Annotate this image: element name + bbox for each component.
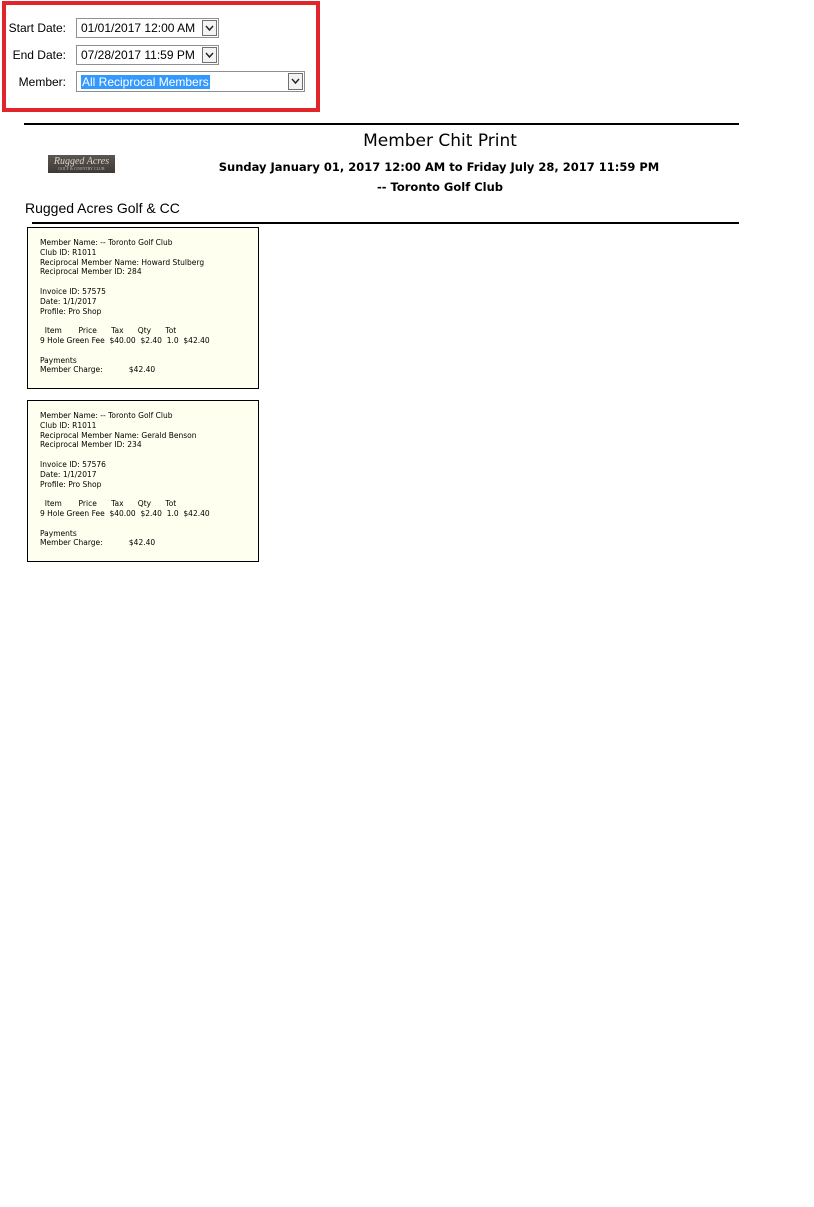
- chevron-down-icon: [205, 24, 214, 32]
- chit-date: Date: 1/1/2017: [40, 296, 97, 306]
- club-logo: [48, 155, 115, 173]
- chit-date: Date: 1/1/2017: [40, 469, 97, 479]
- chit-member-name: Member Name: -- Toronto Golf Club: [40, 238, 173, 247]
- chit-item-header: Item Price Tax Qty Tot: [40, 326, 177, 336]
- chit-club-id: Club ID: R1011: [40, 420, 97, 430]
- report-date-range: Sunday January 01, 2017 12:00 AM to Friday July 28, 2017 11:59 PM: [218, 160, 660, 174]
- report-club-name: -- Toronto Golf Club: [376, 180, 504, 194]
- chit-payments: Payments: [40, 528, 77, 538]
- chit-content: [40, 411, 210, 548]
- chit-recip-id: Reciprocal Member ID: 234: [40, 440, 142, 450]
- end-date-value: 07/28/2017 11:59 PM: [81, 48, 195, 62]
- chit-item-header: Item Price Tax Qty Tot: [40, 499, 177, 509]
- end-date-dropdown-button[interactable]: [202, 47, 217, 63]
- report-title: Member Chit Print: [363, 131, 517, 151]
- start-date-value: 01/01/2017 12:00 AM: [81, 21, 196, 35]
- logo-text: Rugged Acres: [53, 156, 110, 167]
- end-date-dropdown[interactable]: [76, 45, 219, 65]
- chit-payments: Payments: [40, 355, 77, 365]
- chit-profile: Profile: Pro Shop: [40, 479, 102, 489]
- member-dropdown[interactable]: [76, 71, 305, 92]
- chit-card: [27, 227, 259, 389]
- start-date-dropdown[interactable]: [76, 18, 219, 38]
- report-top-rule: [24, 123, 739, 125]
- chevron-down-icon: [291, 77, 300, 85]
- member-label: Member:: [18, 75, 66, 89]
- chit-card: [27, 400, 259, 562]
- member-dropdown-button[interactable]: [288, 73, 303, 90]
- chit-recip-name: Reciprocal Member Name: Howard Stulberg: [40, 257, 205, 267]
- start-date-label: Start Date:: [8, 21, 66, 35]
- chit-member-charge: Member Charge: $42.40: [40, 365, 156, 375]
- chit-member-name: Member Name: -- Toronto Golf Club: [40, 411, 173, 420]
- chevron-down-icon: [205, 51, 214, 59]
- chit-item-line: 9 Hole Green Fee $40.00 $2.40 1.0 $42.40: [40, 508, 210, 518]
- member-value-text: All Reciprocal Members: [82, 75, 209, 89]
- chit-club-id: Club ID: R1011: [40, 247, 97, 257]
- report-header-rule: [32, 222, 739, 224]
- chit-item-line: 9 Hole Green Fee $40.00 $2.40 1.0 $42.40: [40, 335, 210, 345]
- chit-invoice-id: Invoice ID: 57576: [40, 459, 106, 469]
- chit-recip-name: Reciprocal Member Name: Gerald Benson: [40, 430, 197, 440]
- chit-invoice-id: Invoice ID: 57575: [40, 286, 106, 296]
- logo-subtext: GOLF & COUNTRY CLUB: [58, 166, 105, 171]
- end-date-label: End Date:: [12, 48, 66, 62]
- chit-recip-id: Reciprocal Member ID: 284: [40, 267, 142, 277]
- chit-member-charge: Member Charge: $42.40: [40, 538, 156, 548]
- company-name: Rugged Acres Golf & CC: [25, 200, 180, 216]
- member-value: [81, 75, 210, 89]
- chit-profile: Profile: Pro Shop: [40, 306, 102, 316]
- start-date-dropdown-button[interactable]: [202, 20, 217, 36]
- chit-content: [40, 238, 210, 375]
